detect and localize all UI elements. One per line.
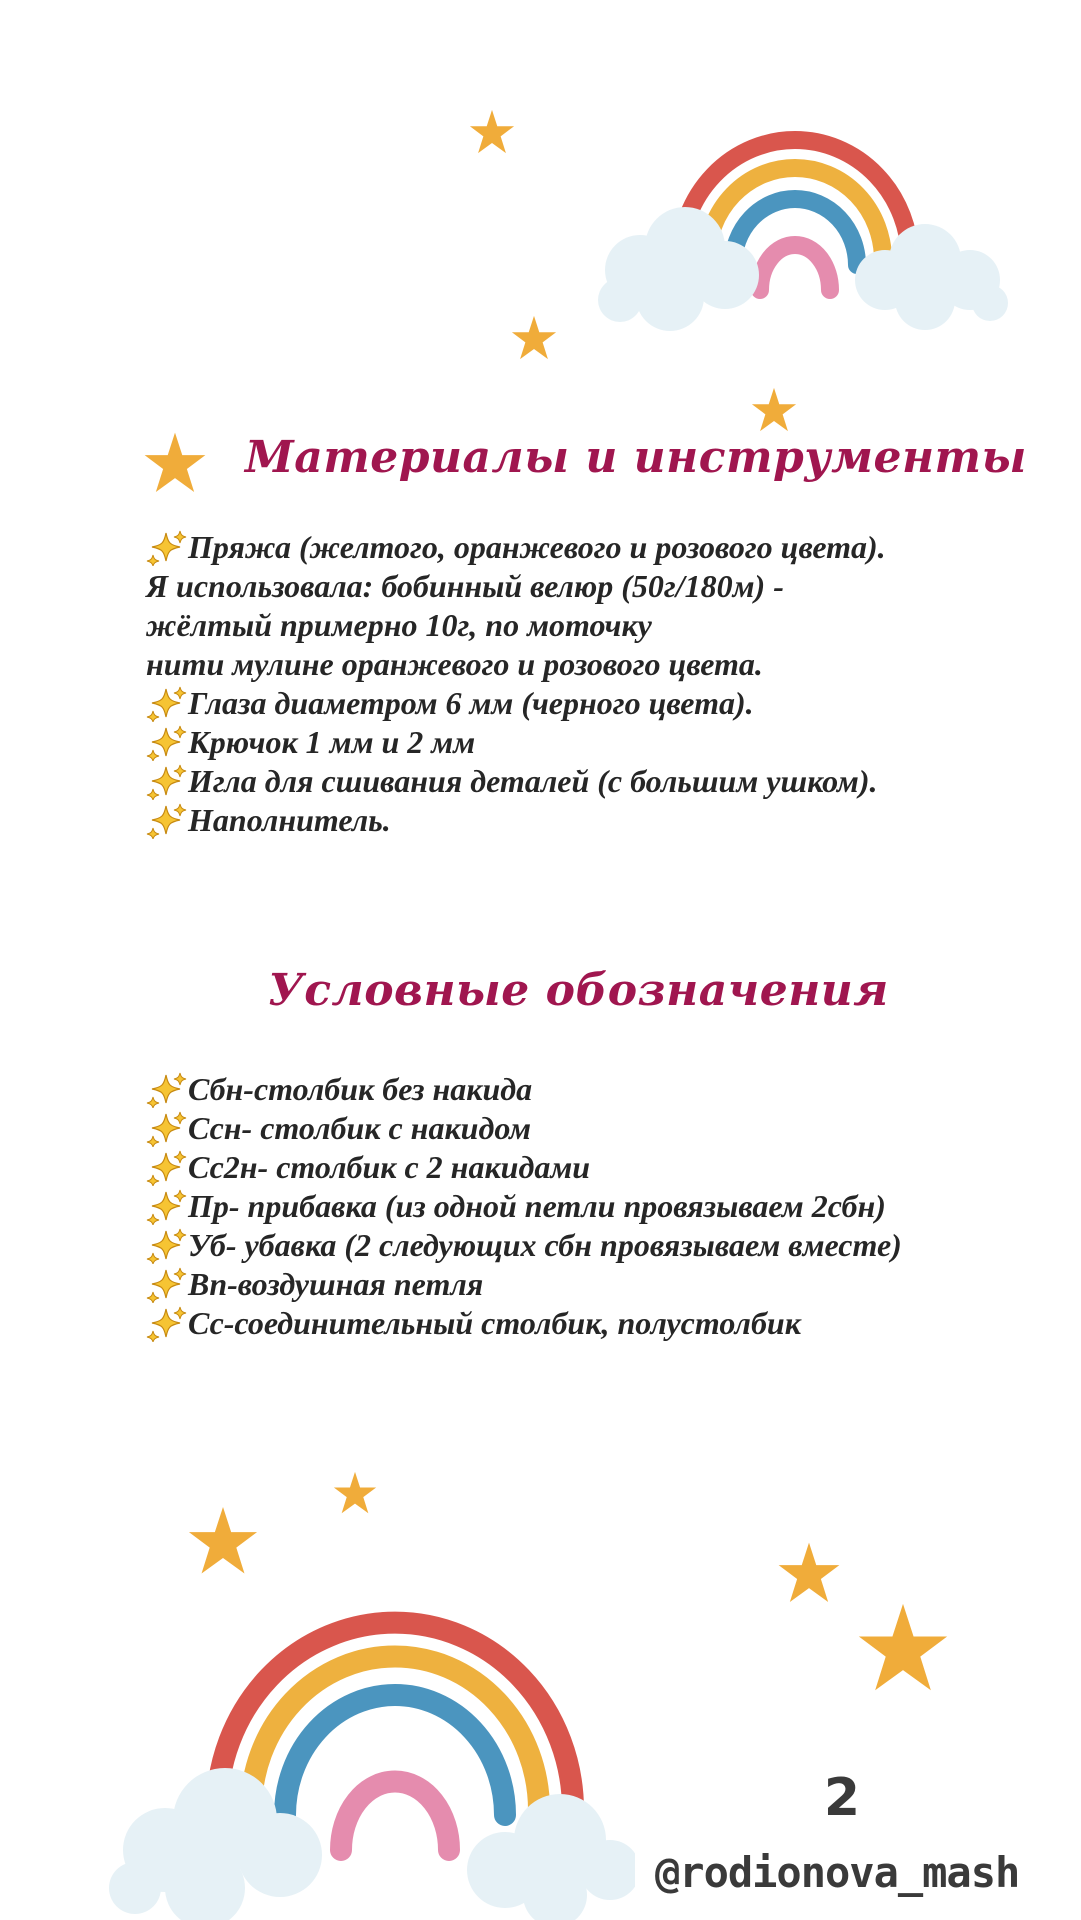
star-icon xyxy=(750,386,798,434)
list-item: Пр- прибавка (из одной петли провязываем 2сбн) xyxy=(146,1187,902,1226)
list-item: Сбн-столбик без накида xyxy=(146,1070,902,1109)
star-icon xyxy=(776,1540,842,1606)
sparkles-icon xyxy=(146,803,188,839)
sparkles-icon xyxy=(146,725,188,761)
sparkles-icon xyxy=(146,686,188,722)
star-icon xyxy=(142,430,208,496)
list-item: Вп-воздушная петля xyxy=(146,1265,902,1304)
sparkles-icon xyxy=(146,1072,188,1108)
sparkles-icon xyxy=(146,530,188,566)
list-item: Пряжа (желтого, оранжевого и розового цвета). xyxy=(146,528,886,567)
bottom-rainbow-illustration xyxy=(105,1570,635,1920)
sparkles-icon xyxy=(146,1111,188,1147)
star-icon xyxy=(332,1470,378,1516)
list-item: Уб- убавка (2 следующих сбн провязываем вместе) xyxy=(146,1226,902,1265)
list-item: жёлтый примерно 10г, по моточку xyxy=(146,607,652,643)
list-item: Крючок 1 мм и 2 мм xyxy=(146,723,886,762)
materials-list xyxy=(146,528,886,840)
star-icon xyxy=(186,1504,260,1578)
list-item: Сс2н- столбик с 2 накидами xyxy=(146,1148,902,1187)
author-handle: @rodionova_mash xyxy=(655,1848,1020,1897)
sparkles-icon xyxy=(146,1189,188,1225)
sparkles-icon xyxy=(146,1306,188,1342)
list-item: Я использовала: бобинный велюр (50г/180м) - xyxy=(146,568,784,604)
materials-heading: Материалы и инструменты xyxy=(245,432,1027,483)
page-number: 2 xyxy=(823,1768,861,1828)
sparkles-icon xyxy=(146,764,188,800)
list-item: Наполнитель. xyxy=(146,801,886,840)
sparkles-icon xyxy=(146,1228,188,1264)
list-item: Сс-соединительный столбик, полустолбик xyxy=(146,1304,902,1343)
list-item: нити мулине оранжевого и розового цвета. xyxy=(146,646,763,682)
star-icon xyxy=(468,108,516,156)
list-item: Игла для сшивания деталей (с большим ушком). xyxy=(146,762,886,801)
top-rainbow-illustration xyxy=(585,75,1010,345)
star-icon xyxy=(855,1600,951,1696)
sparkles-icon xyxy=(146,1267,188,1303)
sparkles-icon xyxy=(146,1150,188,1186)
legend-list xyxy=(146,1070,902,1343)
legend-heading: Условные обозначения xyxy=(268,965,889,1016)
star-icon xyxy=(510,314,558,362)
cloud-right xyxy=(467,1794,635,1920)
list-item: Ссн- столбик с накидом xyxy=(146,1109,902,1148)
list-item: Глаза диаметром 6 мм (черного цвета). xyxy=(146,684,886,723)
